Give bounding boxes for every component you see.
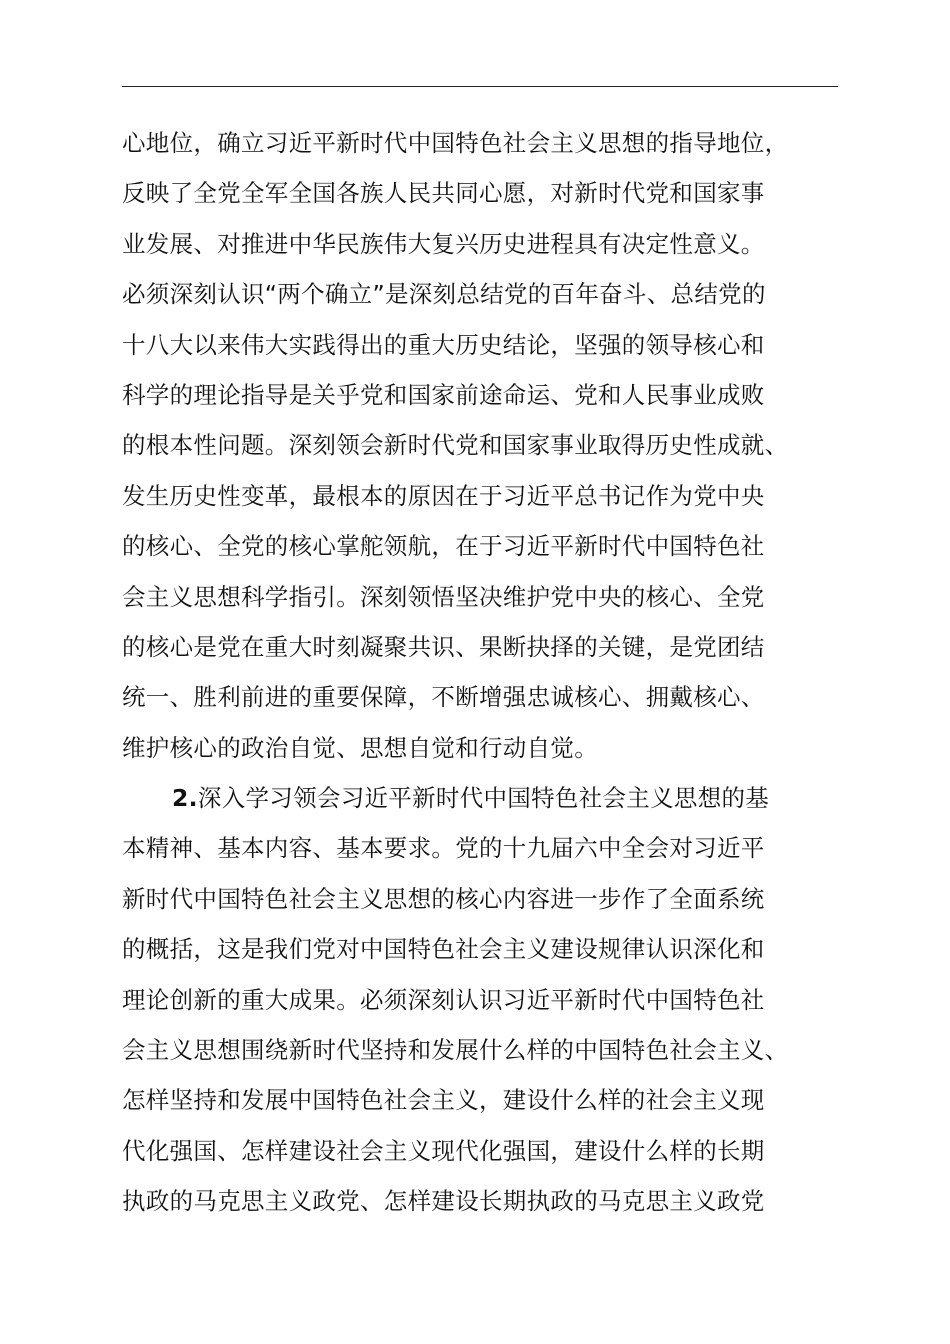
body-text [122, 118, 882, 1227]
text-line: 深入学习领会习近平新时代中国特色社会主义思想的基 [197, 784, 770, 813]
text-line: 的概括，这是我们党对中国特色社会主义建设规律认识深化和 [122, 935, 765, 964]
text-line: 心地位，确立习近平新时代中国特色社会主义思想的指导地位， [122, 129, 789, 157]
text-line: 怎样坚持和发展中国特色社会主义，建设什么样的社会主义现 [122, 1086, 765, 1115]
text-line: 反映了全党全军全国各族人民共同心愿，对新时代党和国家事 [122, 179, 765, 208]
item-number: 2. [172, 784, 198, 813]
paragraph-1 [122, 118, 882, 773]
paragraph-2-first-line [122, 773, 882, 823]
text-line: 统一、胜利前进的重要保障，不断增强忠诚核心、拥戴核心、 [122, 683, 765, 712]
text-line: 十八大以来伟大实践得出的重大历史结论，坚强的领导核心和 [122, 330, 765, 359]
paragraph-2 [122, 773, 882, 1227]
header-rule [122, 86, 838, 87]
text-line: 的核心、全党的核心掌舵领航，在于习近平新时代中国特色社 [122, 532, 765, 561]
text-line: 会主义思想围绕新时代坚持和发展什么样的中国特色社会主义、 [122, 1036, 789, 1065]
text-line: 维护核心的政治自觉、思想自觉和行动自觉。 [122, 733, 598, 762]
text-line: 发生历史性变革，最根本的原因在于习近平总书记作为党中央 [122, 481, 765, 510]
text-line: 代化强国、怎样建设社会主义现代化强国，建设什么样的长期 [122, 1136, 765, 1165]
text-line: 科学的理论指导是关乎党和国家前途命运、党和人民事业成败 [122, 380, 765, 409]
text-line: 本精神、基本内容、基本要求。党的十九届六中全会对习近平 [122, 834, 765, 863]
text-line: 的根本性问题。深刻领会新时代党和国家事业取得历史性成就、 [122, 431, 789, 460]
text-line: 理论创新的重大成果。必须深刻认识习近平新时代中国特色社 [122, 985, 765, 1014]
text-line: 执政的马克思主义政党、怎样建设长期执政的马克思主义政党 [122, 1187, 765, 1216]
text-line: 会主义思想科学指引。深刻领悟坚决维护党中央的核心、全党 [122, 582, 765, 611]
text-line: 必须深刻认识“两个确立”是深刻总结党的百年奋斗、总结党的 [122, 280, 766, 309]
text-line: 的核心是党在重大时刻凝聚共识、果断抉择的关键，是党团结 [122, 632, 765, 661]
text-line: 新时代中国特色社会主义思想的核心内容进一步作了全面系统 [122, 884, 765, 913]
text-line: 业发展、对推进中华民族伟大复兴历史进程具有决定性意义。 [122, 229, 765, 258]
